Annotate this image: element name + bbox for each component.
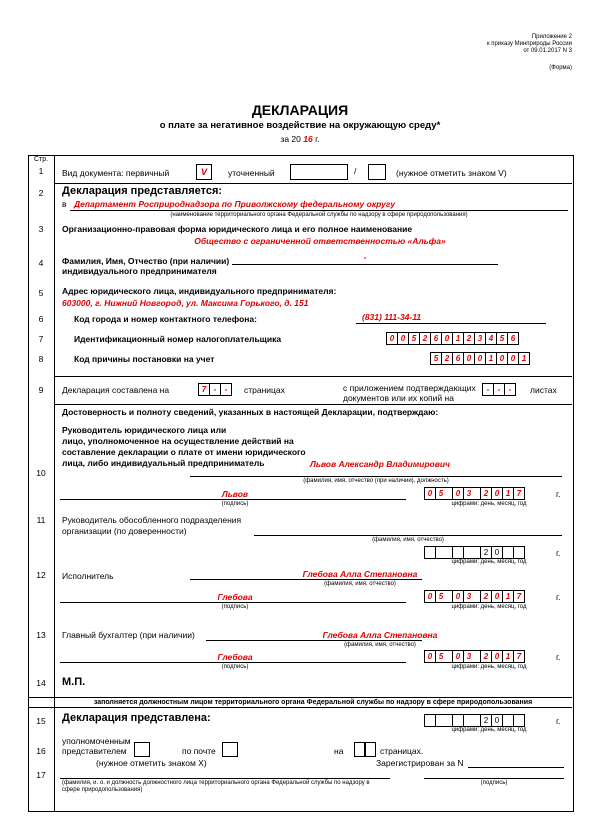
col-header: Стр. (33, 156, 49, 163)
presented-title: Декларация представлена: (62, 712, 211, 724)
head-name: Львов Александр Владимирович (310, 459, 450, 469)
official-sig-caption: (подпись) (480, 780, 508, 786)
row-number: 11 (36, 515, 46, 525)
row-divider (54, 404, 572, 405)
appendix-line1: Приложение 2 (531, 34, 572, 40)
inn-digit: 1 (452, 333, 463, 344)
org-name: Общество с ограниченной ответственностью «Альфа» (194, 236, 446, 246)
executor-signature: Глебова (217, 592, 253, 602)
row-number: 8 (38, 354, 44, 364)
page-title: ДЕКЛАРАЦИЯ (251, 102, 349, 118)
date-digit: 0 (491, 547, 502, 558)
underline (356, 323, 546, 324)
executor-date-cells[interactable] (424, 590, 525, 603)
primary-checkbox[interactable]: V (196, 164, 212, 180)
kpp-digit: 1 (485, 353, 496, 364)
accountant-signature: Глебова (217, 652, 253, 662)
report-year (0, 134, 600, 144)
pages-count-cell[interactable] (364, 742, 376, 757)
pages-digit: 7 (201, 385, 207, 394)
date-digit: 1 (502, 651, 513, 662)
date-digit (463, 715, 474, 726)
date-digit: 5 (435, 591, 446, 602)
executor-name: Глебова Алла Степановна (302, 569, 418, 579)
date-digit: 1 (502, 488, 513, 499)
date-suffix: г. (556, 592, 561, 602)
year-prefix: за 20 (280, 134, 301, 144)
date-digit (502, 715, 513, 726)
executor-sig-caption: (подпись) (221, 604, 249, 610)
attach-label-2: документов или их копий на (343, 393, 454, 403)
date-caption: цифрами: день, месяц, год (451, 501, 527, 507)
date-digit: 2 (480, 651, 491, 662)
date-digit (513, 715, 524, 726)
underline (206, 640, 422, 641)
date-digit: 0 (491, 591, 502, 602)
branch-label-1: Руководитель обособленного подразделения (62, 515, 242, 525)
form-label: (Форма) (549, 65, 572, 71)
pages-word: страницах (244, 385, 285, 395)
year-value: 16 (303, 134, 313, 144)
date-digit: 1 (502, 591, 513, 602)
date-digit (435, 715, 446, 726)
slash: / (354, 166, 357, 176)
row-number: 3 (38, 224, 44, 234)
clarified-checkbox[interactable] (368, 164, 386, 180)
kpp-digit: 0 (474, 353, 485, 364)
kpp-digit: 0 (496, 353, 507, 364)
date-digit: 5 (435, 488, 446, 499)
doc-type-note: (нужное отметить знаком V) (396, 168, 507, 178)
row-divider (28, 707, 572, 708)
attach-label-1: с приложением подтверждающих (343, 383, 476, 393)
representative-checkbox[interactable] (134, 742, 150, 757)
on-label: на (334, 746, 344, 756)
appendix-line2: к приказу Минприроды России (486, 41, 572, 47)
executor-name-caption: (фамилия, имя, отчество) (324, 581, 396, 587)
presented-date-cells[interactable] (424, 714, 525, 727)
date-caption: цифрами: день, месяц, год (451, 604, 527, 610)
inn-digit: 0 (389, 334, 395, 343)
by-mail-label: по почте (182, 746, 216, 756)
inn-cells[interactable] (386, 332, 519, 345)
attach-cells[interactable] (482, 383, 516, 396)
clarified-number-field[interactable] (290, 164, 348, 180)
kpp-cells[interactable] (430, 352, 530, 365)
registration-number-line[interactable] (468, 767, 564, 768)
row-divider (54, 376, 572, 377)
date-suffix: г. (556, 716, 561, 726)
head-sig-caption: (подпись) (221, 501, 249, 507)
date-digit: 0 (427, 652, 433, 661)
pages-cells[interactable] (198, 383, 232, 396)
inn-digit: 5 (496, 333, 507, 344)
kpp-digit: 1 (518, 353, 529, 364)
official-caption-line2: сфере природопользования) (62, 787, 143, 793)
attach-digit: - (504, 384, 515, 395)
inn-digit: 0 (441, 333, 452, 344)
date-digit: 2 (480, 591, 491, 602)
row-number: 2 (38, 188, 44, 198)
mark-note: (нужное отметить знаком X) (96, 758, 207, 768)
date-digit: 0 (452, 488, 463, 499)
org-form-label: Организационно-правовая форма юридического лица и его полное наименование (62, 224, 413, 234)
row-number: 10 (36, 468, 46, 478)
submitted-title: Декларация представляется: (62, 185, 223, 197)
head-name-caption: (фамилия, имя, отчество (при наличии), должность) (303, 478, 449, 484)
date-digit: 0 (427, 489, 433, 498)
date-suffix: г. (556, 548, 561, 558)
date-digit (452, 547, 463, 558)
row-number: 7 (38, 334, 44, 344)
kpp-digit: 0 (463, 353, 474, 364)
date-digit: 2 (480, 547, 491, 558)
attach-digit: - (486, 385, 490, 394)
inn-digit: 2 (463, 333, 474, 344)
head-label-3: составление декларации о плате от имени юридического (62, 447, 306, 457)
attest-title: Достоверность и полноту сведений, указанных в настоящей Декларации, подтверждаю: (62, 407, 439, 417)
date-digit: 0 (491, 715, 502, 726)
authorized-label-2: представителем (62, 746, 127, 756)
underline (70, 210, 568, 211)
pages-digit: - (220, 384, 231, 395)
date-digit (435, 547, 446, 558)
row-number: 9 (38, 385, 44, 395)
date-digit: 7 (513, 651, 524, 662)
executor-label: Исполнитель (62, 571, 114, 581)
row-divider (28, 697, 572, 698)
fio-label-1: Фамилия, Имя, Отчество (при наличии) (62, 256, 230, 266)
accountant-label: Главный бухгалтер (при наличии) (62, 630, 195, 640)
number-column-divider (54, 155, 55, 811)
authority-caption: (наименование территориального органа Федеральной службы по надзору в сфере природопользования) (170, 212, 468, 218)
date-digit: 2 (480, 715, 491, 726)
address-value: 603000, г. Нижний Новгород, ул. Максима Горького, д. 151 (62, 298, 309, 308)
underline (190, 579, 422, 580)
underline (60, 602, 406, 603)
pages-label: Декларация составлена на (62, 385, 170, 395)
row-number: 12 (36, 570, 46, 580)
date-digit (452, 715, 463, 726)
date-digit: 3 (463, 591, 474, 602)
date-digit: 3 (463, 488, 474, 499)
date-digit (463, 547, 474, 558)
kpp-digit: 5 (433, 354, 439, 363)
date-suffix: г. (556, 489, 561, 499)
accountant-name: Глебова Алла Степановна (322, 630, 438, 640)
date-digit: 0 (427, 592, 433, 601)
date-digit (425, 547, 435, 558)
year-suffix: г. (315, 134, 320, 144)
date-digit: 0 (452, 591, 463, 602)
phone-label: Код города и номер контактного телефона: (74, 314, 257, 324)
official-caption-line1: (фамилия, и. о. и должность должностного лица территориального органа Федеральной службы по надзору в (62, 780, 370, 786)
official-banner: заполняется должностным лицом территориального органа Федеральной службы по надзору в сфере природопользования (93, 699, 533, 706)
row-number: 6 (38, 314, 44, 324)
accountant-name-caption: (фамилия, имя, отчество) (344, 642, 416, 648)
date-digit: 3 (463, 651, 474, 662)
branch-label-2: организации (по доверенности) (62, 526, 187, 536)
underline (60, 662, 406, 663)
row-number: 15 (36, 716, 46, 726)
head-label-4: лица, либо индивидуальный предприниматель (62, 458, 265, 468)
clarified-label: уточненный (228, 168, 275, 178)
head-label-1: Руководитель юридического лица или (62, 425, 227, 435)
kpp-digit: 6 (452, 353, 463, 364)
date-digit: 2 (480, 488, 491, 499)
date-digit (502, 547, 513, 558)
phone-value: (831) 111-34-11 (362, 312, 422, 322)
authority-name: Департамент Росприроднадзора по Приволжскому федеральному округу (74, 199, 396, 209)
appendix-line3: от 09.01.2017 N 3 (523, 48, 572, 54)
date-digit: 0 (491, 488, 502, 499)
row-number: 16 (36, 746, 46, 756)
official-name-line (60, 778, 390, 779)
date-digit: 7 (513, 591, 524, 602)
inn-digit: 5 (408, 333, 419, 344)
appendix-header (487, 34, 572, 72)
date-digit: 0 (452, 651, 463, 662)
date-digit: 7 (513, 488, 524, 499)
accountant-date-cells[interactable] (424, 650, 525, 663)
fio-value: - (363, 252, 367, 262)
date-digit (425, 715, 435, 726)
row-number: 1 (38, 166, 44, 176)
branch-date-cells[interactable] (424, 546, 525, 559)
address-label: Адрес юридического лица, индивидуального предпринимателя: (62, 286, 337, 296)
page-subtitle: о плате за негативное воздействие на окружающую среду* (159, 120, 441, 131)
inn-digit: 6 (430, 333, 441, 344)
underline (190, 476, 562, 477)
inn-label: Идентификационный номер налогоплательщика (74, 334, 282, 344)
seal-label: М.П. (62, 676, 86, 688)
submitted-prefix: в (62, 199, 67, 209)
attach-digit: - (493, 384, 504, 395)
pages-digit: - (209, 384, 220, 395)
row-number: 17 (36, 770, 46, 780)
row-divider (54, 183, 572, 184)
head-date-cells[interactable] (424, 487, 525, 500)
underline (254, 535, 562, 536)
authorized-label-1: уполномоченным (62, 736, 131, 746)
kpp-digit: 2 (441, 353, 452, 364)
inn-digit: 4 (485, 333, 496, 344)
row-number: 5 (38, 288, 44, 298)
branch-name-caption: (фамилия, имя, отчество) (372, 537, 444, 543)
date-caption: цифрами: день, месяц, год (451, 559, 527, 565)
underline (232, 264, 498, 265)
inn-digit: 2 (419, 333, 430, 344)
sheets-word: листах (530, 385, 557, 395)
inn-digit: 3 (474, 333, 485, 344)
registered-label: Зарегистрирован за N (376, 758, 464, 768)
official-caption (62, 780, 392, 794)
inn-digit: 0 (397, 333, 408, 344)
date-suffix: г. (556, 652, 561, 662)
row-number: 13 (36, 630, 46, 640)
date-digit (513, 547, 524, 558)
official-sig-line (424, 778, 564, 779)
head-label-2: лицо, уполномоченное на осуществление действий на (62, 436, 294, 446)
date-digit: 0 (491, 651, 502, 662)
mail-checkbox[interactable] (222, 742, 238, 757)
underline (60, 499, 406, 500)
kpp-label: Код причины постановки на учет (74, 354, 215, 364)
pages-word-16: страницах. (380, 746, 424, 756)
accountant-sig-caption: (подпись) (221, 664, 249, 670)
doc-type-label: Вид документа: первичный (62, 168, 170, 178)
kpp-digit: 0 (507, 353, 518, 364)
row-number: 4 (38, 258, 44, 268)
date-digit: 5 (435, 651, 446, 662)
fio-label-2: индивидуального предпринимателя (62, 266, 217, 276)
row-number: 14 (36, 678, 46, 688)
inn-digit: 6 (507, 333, 518, 344)
date-caption: цифрами: день, месяц, год (451, 727, 527, 733)
head-signature: Львов (221, 489, 249, 499)
date-caption: цифрами: день, месяц, год (451, 664, 527, 670)
